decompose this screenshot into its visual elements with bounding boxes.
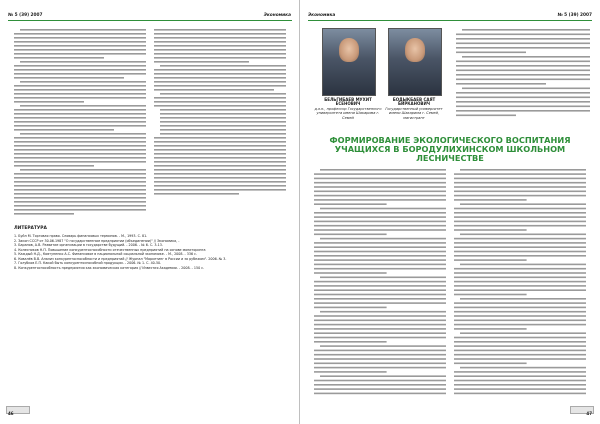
text-line xyxy=(454,277,586,279)
right-issue-number: № 5 (39) 2007 xyxy=(557,12,592,18)
text-line xyxy=(314,315,446,317)
text-line xyxy=(320,311,446,313)
right-section-title: Экономика xyxy=(308,12,336,18)
text-line xyxy=(314,320,446,322)
text-line xyxy=(314,191,446,193)
literature-item: 1. Буйл М. Торговая право. Словарь финансовых терминов. - М., 1993. С. 81. xyxy=(14,234,148,238)
text-line xyxy=(314,307,387,309)
text-line xyxy=(314,182,446,184)
text-line xyxy=(314,324,446,326)
text-line xyxy=(454,393,586,395)
text-line xyxy=(454,251,586,253)
text-line xyxy=(314,203,387,205)
text-line xyxy=(314,302,446,304)
text-line xyxy=(454,272,586,274)
text-line xyxy=(314,384,446,386)
text-line xyxy=(460,234,586,236)
text-line xyxy=(314,354,446,356)
text-line xyxy=(454,384,586,386)
literature-item: 5. Каждый Н.Д., Ковтуненко А.С. Финансовое в национальной социальной экономике. - М., 2008. - 336 с. xyxy=(14,252,197,256)
text-line xyxy=(454,363,527,365)
text-line xyxy=(320,375,446,377)
text-line xyxy=(460,203,586,205)
text-line xyxy=(320,208,446,210)
left-header-rule xyxy=(8,20,292,21)
text-line xyxy=(454,178,586,180)
author1-affiliation: д.э.н., профессор Государственного университета имени Шакарима г. Семей xyxy=(314,106,382,120)
text-line xyxy=(314,332,446,334)
text-line xyxy=(314,259,446,261)
text-line xyxy=(454,229,527,231)
text-line xyxy=(320,277,446,279)
text-line xyxy=(314,272,387,274)
text-line xyxy=(314,393,446,395)
text-line xyxy=(454,337,586,339)
text-line xyxy=(314,380,446,382)
text-line xyxy=(314,328,446,330)
text-line xyxy=(314,186,446,188)
text-line xyxy=(314,212,446,214)
right-page xyxy=(300,0,600,424)
text-line xyxy=(460,298,586,300)
text-line xyxy=(314,363,446,365)
text-line xyxy=(454,375,586,377)
text-line xyxy=(454,208,586,210)
text-line xyxy=(454,311,586,313)
text-line xyxy=(454,289,586,291)
text-line xyxy=(314,229,446,231)
text-line xyxy=(454,320,586,322)
text-line xyxy=(454,259,527,261)
text-line xyxy=(314,242,446,244)
text-line xyxy=(314,350,446,352)
text-line xyxy=(454,302,586,304)
author2-affiliation: Государственный университет имени Шакарима г. Семей, магистрант xyxy=(385,106,443,120)
author1-photo xyxy=(322,28,376,96)
text-line xyxy=(460,264,586,266)
left-col1-lines xyxy=(14,29,146,215)
text-line xyxy=(454,294,527,296)
text-line xyxy=(454,328,527,330)
left-col2-lines xyxy=(154,29,286,195)
text-line xyxy=(454,195,586,197)
text-line xyxy=(454,281,586,283)
text-line xyxy=(454,238,586,240)
text-line xyxy=(314,255,446,257)
right-page-number: 47 xyxy=(586,411,592,416)
article-title: ФОРМИРОВАНИЕ ЭКОЛОГИЧЕСКОГО ВОСПИТАНИЯ УЧАЩИХСЯ В БОРОДУЛИХИНСКОМ ШКОЛЬНОМ ЛЕСНИЧЕСТВЕ xyxy=(329,135,571,163)
text-line xyxy=(314,225,446,227)
literature-item: 2. Закон СССР от 30.06.1987 "О государственном предприятии (объединении)" // Экономика, - xyxy=(14,238,180,243)
text-line xyxy=(314,195,446,197)
text-line xyxy=(314,178,446,180)
left-body-text-lines xyxy=(14,28,286,220)
text-line xyxy=(314,367,446,369)
literature-list xyxy=(14,234,286,270)
text-line xyxy=(454,221,586,223)
text-line xyxy=(314,337,446,339)
text-line xyxy=(314,285,446,287)
text-line xyxy=(454,212,586,214)
text-line xyxy=(454,324,586,326)
text-line xyxy=(454,307,586,309)
text-line xyxy=(454,268,586,270)
literature-heading: ЛИТЕРАТУРА xyxy=(14,226,47,231)
text-line xyxy=(314,371,387,373)
author2-name: БОДЫКБАЕВ САЯТ БИРКАНОВИЧ xyxy=(392,97,436,107)
text-line xyxy=(314,251,446,253)
text-line xyxy=(314,234,387,236)
text-line xyxy=(454,191,586,193)
text-line xyxy=(454,216,586,218)
text-line xyxy=(454,345,586,347)
text-line xyxy=(460,332,586,334)
right-body-text-lines xyxy=(314,168,586,400)
text-line xyxy=(454,225,586,227)
text-line xyxy=(314,264,446,266)
text-line xyxy=(460,367,586,369)
literature-item: 8. Конкурентоспособность предприятия как экономическая категория // Известия Академии. - 2008. - 150 с. xyxy=(14,265,205,270)
text-line xyxy=(454,173,586,175)
text-line xyxy=(314,341,387,343)
text-line xyxy=(314,281,446,283)
author1-caption xyxy=(314,98,382,120)
literature-item: 4. Колесников Н.П. Повышение конкурентоспособности отечественных предприятий на основе мониторинга xyxy=(14,247,206,252)
author2-photo xyxy=(388,28,442,96)
text-line xyxy=(454,341,586,343)
text-line xyxy=(454,182,586,184)
text-line xyxy=(314,358,446,360)
text-line xyxy=(454,199,527,201)
text-line xyxy=(320,238,446,240)
text-line xyxy=(314,216,446,218)
text-line xyxy=(314,388,446,390)
text-line xyxy=(454,285,586,287)
text-line xyxy=(454,315,586,317)
text-line xyxy=(314,289,446,291)
right-col2-lines xyxy=(454,169,586,394)
literature-item: 3. Баранов, А.В. Развитие организации в государстве будущий. - 2006. - № 6. С. 3-13. xyxy=(14,243,163,247)
text-line xyxy=(314,294,446,296)
text-line xyxy=(314,173,446,175)
text-line xyxy=(454,350,586,352)
text-line xyxy=(460,169,586,171)
text-line xyxy=(454,358,586,360)
text-line xyxy=(454,186,586,188)
text-line xyxy=(454,246,586,248)
text-line xyxy=(320,345,446,347)
author1-name: БЕЛЬГИБАЕВ МУХИТ ЕСЕНОВИЧ xyxy=(324,97,372,107)
left-section-title: Экономика xyxy=(263,12,291,18)
text-line xyxy=(454,242,586,244)
text-line xyxy=(314,221,446,223)
text-line xyxy=(454,354,586,356)
left-page-number: 46 xyxy=(8,411,14,416)
right-col1-lines xyxy=(314,169,446,394)
text-line xyxy=(314,268,446,270)
text-line xyxy=(454,380,586,382)
literature-item: 6. Ковалёв В.В. Анализ конкурентоспособности и предприятий // Журнал "Маркетинг в России и за рубежом". 2006. № 3. xyxy=(14,256,227,261)
author2-caption xyxy=(380,98,448,120)
text-line xyxy=(320,169,446,171)
left-issue-number: № 5 (39) 2007 xyxy=(8,12,43,18)
text-line xyxy=(454,388,586,390)
text-line xyxy=(454,255,586,257)
right-header-rule xyxy=(308,20,592,21)
literature-item: 7. Голубков Е.П. Какой быть конкурентоспособной продукции. - 2006. № 1. С. 40-50. xyxy=(14,261,162,265)
text-line xyxy=(454,371,586,373)
text-line xyxy=(314,246,446,248)
abstract-text-lines xyxy=(456,28,590,128)
text-line xyxy=(314,199,446,201)
text-line xyxy=(314,298,446,300)
